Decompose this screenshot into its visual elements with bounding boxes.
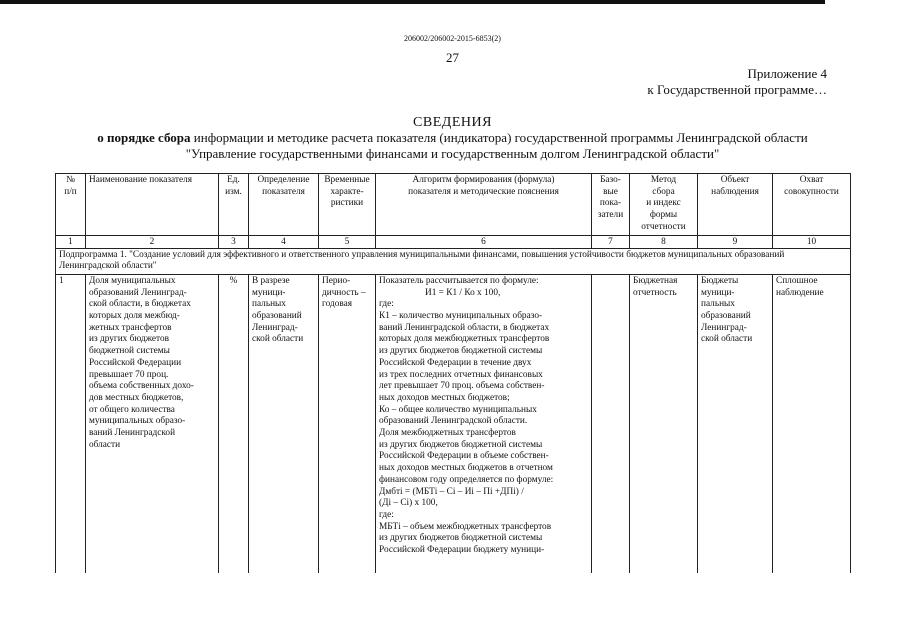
- document-subtitle: [0, 130, 905, 162]
- text-line: из других бюджетов бюджетной системы: [379, 439, 543, 450]
- text-line: ваний Ленинградской: [89, 428, 176, 439]
- column-number: 2: [86, 235, 219, 248]
- column-number: 1: [56, 235, 86, 248]
- text-line: из других бюджетов бюджетной системы: [379, 533, 543, 544]
- column-number: 3: [219, 235, 249, 248]
- text-line: ных доходов местных бюджетов;: [379, 392, 510, 403]
- unit: %: [219, 274, 249, 577]
- text-line: финансовом году определяется по формуле:: [379, 474, 554, 485]
- header-cell: Базо- вые пока- затели: [592, 174, 630, 236]
- column-number-row: [56, 235, 851, 248]
- text-line: дичность –: [322, 287, 366, 298]
- annex-line-1: Приложение 4: [747, 66, 827, 81]
- header-cell: Объект наблюдения: [698, 174, 773, 236]
- header-cell: Определение показателя: [249, 174, 319, 236]
- text-line: Перио-: [322, 275, 351, 286]
- subtitle-bold-part: о порядке сбора: [97, 130, 191, 145]
- header-cell: Охват совокупности: [773, 174, 851, 236]
- subprogram-title: Подпрограмма 1. "Создание условий для эффективного и ответственного управления муниципальными финансами, повышения устойчивости бюджетов муниципальных образований Ленинградской области": [56, 248, 851, 274]
- text-line: отчетность: [633, 287, 677, 298]
- text-line: годовая: [322, 299, 353, 310]
- text-line: где:: [379, 509, 394, 520]
- annex-reference: [647, 66, 827, 98]
- text-line: муници-: [701, 287, 735, 298]
- text-line: муниципальных образо-: [89, 416, 186, 427]
- text-line: бюджетной системы: [89, 346, 170, 357]
- text-line: Российской Федерации бюджету муници-: [379, 545, 545, 556]
- text-line: превышает 70 проц.: [89, 369, 169, 380]
- text-line: где:: [379, 299, 394, 310]
- text-line: области: [89, 439, 121, 450]
- page-cutoff: [0, 573, 905, 640]
- text-line: образований Ленинградской области.: [379, 416, 528, 427]
- population-coverage: [773, 274, 851, 577]
- text-line: Ко – общее количество муниципальных: [379, 404, 537, 415]
- subprogram-row: [56, 248, 851, 274]
- column-number: 4: [249, 235, 319, 248]
- column-number: 8: [630, 235, 698, 248]
- text-line: лет превышает 70 проц. объема собствен-: [379, 381, 545, 392]
- time-characteristics: [319, 274, 376, 577]
- text-line: жетных трансфертов: [89, 322, 172, 333]
- text-line: образований: [252, 311, 302, 322]
- text-line: ваний Ленинградской области, в бюджетах: [379, 322, 550, 333]
- column-number: 6: [376, 235, 592, 248]
- document-title: СВЕДЕНИЯ: [413, 115, 492, 130]
- text-line: муници-: [252, 287, 286, 298]
- column-number: 10: [773, 235, 851, 248]
- text-line: дов местных бюджетов,: [89, 392, 184, 403]
- observation-object: [698, 274, 773, 577]
- column-number: 5: [319, 235, 376, 248]
- text-line: Бюджетная: [633, 275, 678, 286]
- text-line: И1 = К1 / Ко х 100,: [425, 287, 501, 298]
- top-border-line: [0, 0, 825, 4]
- header-cell: Временные характе- ристики: [319, 174, 376, 236]
- column-number: 7: [592, 235, 630, 248]
- subtitle-rest: информации и методике расчета показателя (индикатора) государственной программы Ленинградской области: [190, 130, 808, 145]
- text-line: из других бюджетов: [89, 334, 169, 345]
- annex-line-2: к Государственной программе…: [647, 82, 827, 97]
- text-line: образований: [701, 311, 751, 322]
- table-row: [56, 274, 851, 577]
- header-cell: Алгоритм формирования (формула) показателя и методические пояснения: [376, 174, 592, 236]
- text-line: ской области, в бюджетах: [89, 299, 191, 310]
- text-line: Российской Федерации в течение двух: [379, 357, 532, 368]
- text-line: Ленинград-: [701, 322, 747, 333]
- base-indicators: [592, 274, 630, 577]
- text-line: ных доходов местных бюджетов в отчетном: [379, 463, 553, 474]
- header-cell: № п/п: [56, 174, 86, 236]
- text-line: образований Ленинград-: [89, 287, 187, 298]
- header-cell: Наименование показателя: [86, 174, 219, 236]
- text-line: Сплошное: [776, 275, 818, 286]
- text-line: ской области: [701, 334, 753, 345]
- text-line: пальных: [252, 299, 286, 310]
- text-line: ской области: [252, 334, 304, 345]
- text-line: Российской Федерации в объеме собствен-: [379, 451, 549, 462]
- document-id: 206002/206002-2015-6853(2): [404, 34, 501, 43]
- text-line: из трех последних отчетных финансовых: [379, 369, 543, 380]
- text-line: Доля межбюджетных трансфертов: [379, 428, 516, 439]
- text-line: которых доля межбюд-: [89, 311, 180, 322]
- indicator-definition: [249, 274, 319, 577]
- header-cell: Метод сбора и индекс формы отчетности: [630, 174, 698, 236]
- text-line: (Дi – Сi) х 100,: [379, 498, 438, 509]
- indicator-name: [86, 274, 219, 577]
- text-line: которых доля межбюджетных трансфертов: [379, 334, 550, 345]
- text-line: Российской Федерации: [89, 357, 182, 368]
- text-line: объема собственных дохо-: [89, 381, 194, 392]
- text-line: Бюджеты: [701, 275, 739, 286]
- text-line: Дмбтi = (МБТi – Сi – Иi – Пi +ДПi) /: [379, 486, 524, 497]
- algorithm: [376, 274, 592, 577]
- subtitle-line-1: [0, 130, 905, 146]
- indicator-table: [55, 173, 851, 578]
- text-line: пальных: [701, 299, 735, 310]
- text-line: от общего количества: [89, 404, 175, 415]
- text-line: наблюдение: [776, 287, 824, 298]
- subtitle-line-2: "Управление государственными финансами и государственным долгом Ленинградской области": [185, 146, 720, 161]
- text-line: В разрезе: [252, 275, 290, 286]
- header-cell: Ед. изм.: [219, 174, 249, 236]
- text-line: К1 – количество муниципальных образо-: [379, 311, 543, 322]
- text-line: Показатель рассчитывается по формуле:: [379, 275, 539, 286]
- text-line: из других бюджетов бюджетной системы: [379, 346, 543, 357]
- page-number: 27: [446, 50, 459, 65]
- collection-method: [630, 274, 698, 577]
- column-number: 9: [698, 235, 773, 248]
- text-line: Доля муниципальных: [89, 275, 176, 286]
- text-line: Ленинград-: [252, 322, 298, 333]
- text-line: МБТi – объем межбюджетных трансфертов: [379, 521, 552, 532]
- header-row: [56, 174, 851, 236]
- row-number: 1: [56, 274, 86, 577]
